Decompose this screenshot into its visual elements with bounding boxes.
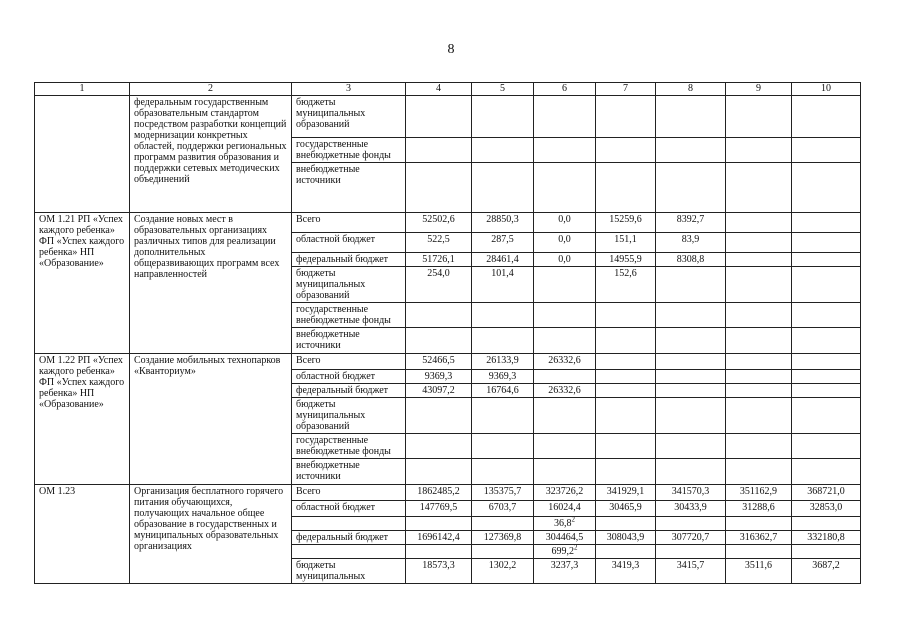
funding-source: бюджеты муниципальных <box>292 559 406 584</box>
value-cell <box>534 545 596 559</box>
value-text: 3415,7 <box>676 560 705 571</box>
value-text: 3419,3 <box>611 560 640 571</box>
value-cell <box>596 485 656 501</box>
value-cell <box>406 96 472 138</box>
value-cell <box>596 96 656 138</box>
value-cell <box>792 96 861 138</box>
value-text: 28461,4 <box>486 254 519 265</box>
value-cell <box>472 354 534 370</box>
value-cell <box>656 213 726 233</box>
value-text: 52502,6 <box>422 214 455 225</box>
value-text: 1862485,2 <box>417 486 460 497</box>
value-cell <box>656 545 726 559</box>
activity-description: Создание мобильных технопарков «Кванториум» <box>130 354 292 485</box>
value-text: 30465,9 <box>609 502 642 513</box>
value-text: 341570,3 <box>671 486 710 497</box>
value-text: 0,0 <box>558 214 571 225</box>
footnote-mark: 2 <box>571 516 575 524</box>
value-cell <box>792 163 861 213</box>
value-text: 1696142,4 <box>417 532 460 543</box>
value-text: 9369,3 <box>424 371 453 382</box>
funding-source: внебюджетные источники <box>292 459 406 485</box>
funding-source: государственные внебюджетные фонды <box>292 303 406 328</box>
value-cell <box>534 213 596 233</box>
activity-code <box>35 96 130 213</box>
column-number: 6 <box>534 83 596 96</box>
value-cell <box>726 384 792 398</box>
value-cell <box>792 213 861 233</box>
activity-code: ОМ 1.23 <box>35 485 130 584</box>
value-cell <box>656 384 726 398</box>
value-cell <box>596 559 656 584</box>
value-cell <box>656 370 726 384</box>
value-cell <box>534 517 596 531</box>
value-cell <box>656 531 726 545</box>
value-text: 15259,6 <box>609 214 642 225</box>
funding-source <box>292 545 406 559</box>
value-text: 522,5 <box>427 234 450 245</box>
table-row <box>35 96 861 138</box>
funding-table <box>34 82 861 584</box>
value-cell <box>656 267 726 303</box>
funding-source: федеральный бюджет <box>292 531 406 545</box>
value-text: 16024,4 <box>548 502 581 513</box>
value-text: 316362,7 <box>739 532 778 543</box>
value-text: 287,5 <box>491 234 514 245</box>
value-text: 32853,0 <box>809 502 843 513</box>
value-text: 254,0 <box>427 268 450 279</box>
value-cell <box>472 328 534 354</box>
value-cell <box>534 163 596 213</box>
value-cell <box>726 485 792 501</box>
value-cell <box>406 328 472 354</box>
value-cell <box>534 531 596 545</box>
value-cell <box>726 501 792 517</box>
value-text: 699,2 <box>551 546 574 557</box>
value-text: 43097,2 <box>422 385 455 396</box>
value-text: 6703,7 <box>488 502 517 513</box>
value-cell <box>726 370 792 384</box>
value-text: 101,4 <box>491 268 514 279</box>
table-body <box>35 96 861 584</box>
value-cell <box>596 384 656 398</box>
value-text: 368721,0 <box>807 486 845 497</box>
activity-code: ОМ 1.22 РП «Успех каждого ребенка» ФП «Успех каждого ребенка» НП «Образование» <box>35 354 130 485</box>
value-text: 36,8 <box>554 518 572 529</box>
funding-source <box>292 517 406 531</box>
value-cell <box>656 96 726 138</box>
funding-source: бюджеты муниципальных образований <box>292 96 406 138</box>
funding-source: государственные внебюджетные фонды <box>292 138 406 163</box>
value-cell <box>472 531 534 545</box>
value-cell <box>472 517 534 531</box>
value-text: 8308,8 <box>676 254 705 265</box>
column-number: 10 <box>792 83 861 96</box>
funding-source: Всего <box>292 485 406 501</box>
value-text: 26133,9 <box>486 355 519 366</box>
value-text: 304464,5 <box>545 532 584 543</box>
value-cell <box>656 434 726 459</box>
value-cell <box>596 459 656 485</box>
column-number-row <box>35 83 861 96</box>
funding-source: федеральный бюджет <box>292 384 406 398</box>
value-cell <box>726 398 792 434</box>
column-number: 8 <box>656 83 726 96</box>
value-cell <box>596 398 656 434</box>
value-cell <box>534 303 596 328</box>
value-cell <box>792 138 861 163</box>
value-cell <box>406 213 472 233</box>
value-cell <box>656 354 726 370</box>
value-cell <box>534 267 596 303</box>
value-cell <box>596 545 656 559</box>
value-cell <box>596 303 656 328</box>
value-cell <box>596 354 656 370</box>
value-cell <box>792 545 861 559</box>
value-text: 18573,3 <box>422 560 455 571</box>
value-text: 147769,5 <box>419 502 458 513</box>
value-cell <box>726 559 792 584</box>
table-row <box>35 485 861 501</box>
value-cell <box>792 501 861 517</box>
value-cell <box>406 384 472 398</box>
value-cell <box>792 267 861 303</box>
value-text: 26332,6 <box>548 385 581 396</box>
footnote-mark: 2 <box>574 544 578 552</box>
value-cell <box>472 545 534 559</box>
value-cell <box>472 434 534 459</box>
value-cell <box>406 354 472 370</box>
value-text: 151,1 <box>614 234 637 245</box>
value-cell <box>726 267 792 303</box>
value-cell <box>534 434 596 459</box>
value-cell <box>472 485 534 501</box>
value-cell <box>472 501 534 517</box>
table-row <box>35 213 861 233</box>
value-cell <box>656 398 726 434</box>
column-number: 3 <box>292 83 406 96</box>
value-cell <box>596 253 656 267</box>
funding-source: областной бюджет <box>292 370 406 384</box>
value-cell <box>472 138 534 163</box>
value-cell <box>406 267 472 303</box>
value-cell <box>792 485 861 501</box>
value-text: 341929,1 <box>606 486 645 497</box>
value-cell <box>534 138 596 163</box>
value-cell <box>726 545 792 559</box>
activity-description: федеральным государственным образовательным стандартом посредством разработки концепций модернизации конкретных областей, поддержки региональных программ развития образования и поддержки сетевых методических объединений <box>130 96 292 213</box>
funding-source: Всего <box>292 354 406 370</box>
value-cell <box>656 485 726 501</box>
activity-description: Организация бесплатного горячего питания обучающихся, получающих начальное общее образование в государственных и муниципальных образовательных организациях <box>130 485 292 584</box>
value-cell <box>596 501 656 517</box>
activity-description: Создание новых мест в образовательных организациях различных типов для реализации дополнительных общеразвивающих программ всех направленностей <box>130 213 292 354</box>
value-cell <box>472 213 534 233</box>
value-cell <box>726 233 792 253</box>
value-cell <box>472 459 534 485</box>
value-cell <box>596 267 656 303</box>
value-cell <box>656 253 726 267</box>
column-number: 5 <box>472 83 534 96</box>
value-cell <box>792 434 861 459</box>
value-cell <box>534 253 596 267</box>
value-text: 308043,9 <box>606 532 645 543</box>
value-cell <box>406 253 472 267</box>
value-cell <box>656 559 726 584</box>
value-cell <box>726 213 792 233</box>
funding-source: федеральный бюджет <box>292 253 406 267</box>
value-cell <box>406 434 472 459</box>
value-text: 3511,6 <box>744 560 773 571</box>
value-cell <box>792 384 861 398</box>
value-cell <box>726 531 792 545</box>
value-cell <box>726 354 792 370</box>
value-text: 31288,6 <box>742 502 775 513</box>
value-cell <box>726 459 792 485</box>
funding-source: внебюджетные источники <box>292 328 406 354</box>
value-cell <box>472 559 534 584</box>
page-number: 8 <box>447 42 455 57</box>
value-cell <box>656 303 726 328</box>
value-text: 8392,7 <box>676 214 705 225</box>
funding-source: областной бюджет <box>292 233 406 253</box>
column-number: 9 <box>726 83 792 96</box>
funding-source: бюджеты муниципальных образований <box>292 398 406 434</box>
value-cell <box>406 163 472 213</box>
value-cell <box>534 354 596 370</box>
value-cell <box>656 138 726 163</box>
value-text: 0,0 <box>558 234 571 245</box>
value-cell <box>472 163 534 213</box>
value-cell <box>534 398 596 434</box>
value-cell <box>472 370 534 384</box>
value-cell <box>596 233 656 253</box>
value-cell <box>406 303 472 328</box>
value-cell <box>656 233 726 253</box>
value-cell <box>726 138 792 163</box>
value-cell <box>534 370 596 384</box>
value-cell <box>534 233 596 253</box>
funding-source: Всего <box>292 213 406 233</box>
value-cell <box>792 559 861 584</box>
column-number: 7 <box>596 83 656 96</box>
value-cell <box>792 531 861 545</box>
value-cell <box>792 517 861 531</box>
value-cell <box>656 501 726 517</box>
value-cell <box>472 303 534 328</box>
value-cell <box>596 328 656 354</box>
value-cell <box>596 531 656 545</box>
value-cell <box>792 328 861 354</box>
value-text: 9369,3 <box>488 371 517 382</box>
value-cell <box>792 253 861 267</box>
value-cell <box>726 303 792 328</box>
value-cell <box>406 459 472 485</box>
value-cell <box>472 267 534 303</box>
value-cell <box>596 370 656 384</box>
value-text: 30433,9 <box>674 502 707 513</box>
value-cell <box>596 163 656 213</box>
value-text: 26332,6 <box>548 355 581 366</box>
value-cell <box>792 398 861 434</box>
value-cell <box>656 328 726 354</box>
value-cell <box>534 485 596 501</box>
value-cell <box>792 354 861 370</box>
value-text: 28850,3 <box>486 214 519 225</box>
value-cell <box>792 370 861 384</box>
value-cell <box>596 138 656 163</box>
table-row <box>35 354 861 370</box>
value-cell <box>406 233 472 253</box>
value-cell <box>472 398 534 434</box>
value-cell <box>472 253 534 267</box>
value-cell <box>534 328 596 354</box>
value-cell <box>406 501 472 517</box>
value-cell <box>534 384 596 398</box>
value-text: 52466,5 <box>422 355 455 366</box>
value-cell <box>726 434 792 459</box>
value-cell <box>534 459 596 485</box>
value-cell <box>406 485 472 501</box>
value-cell <box>534 559 596 584</box>
value-cell <box>406 545 472 559</box>
value-cell <box>656 517 726 531</box>
value-text: 152,6 <box>614 268 637 279</box>
value-cell <box>406 398 472 434</box>
value-text: 83,9 <box>681 234 700 245</box>
value-cell <box>596 517 656 531</box>
column-number: 1 <box>35 83 130 96</box>
value-cell <box>472 384 534 398</box>
value-cell <box>792 459 861 485</box>
value-cell <box>726 328 792 354</box>
funding-source: областной бюджет <box>292 501 406 517</box>
value-cell <box>534 501 596 517</box>
activity-code: ОМ 1.21 РП «Успех каждого ребенка» ФП «Успех каждого ребенка» НП «Образование» <box>35 213 130 354</box>
value-cell <box>406 370 472 384</box>
value-text: 307720,7 <box>671 532 710 543</box>
value-text: 351162,9 <box>739 486 778 497</box>
value-cell <box>726 96 792 138</box>
value-text: 323726,2 <box>545 486 584 497</box>
value-text: 14955,9 <box>609 254 642 265</box>
value-text: 16764,6 <box>486 385 519 396</box>
funding-source: государственные внебюджетные фонды <box>292 434 406 459</box>
value-cell <box>726 517 792 531</box>
value-cell <box>472 233 534 253</box>
value-text: 332180,8 <box>807 532 845 543</box>
value-text: 1302,2 <box>488 560 517 571</box>
value-cell <box>472 96 534 138</box>
value-text: 51726,1 <box>422 254 455 265</box>
value-cell <box>596 213 656 233</box>
value-cell <box>596 434 656 459</box>
value-text: 0,0 <box>558 254 571 265</box>
funding-source: внебюджетные источники <box>292 163 406 213</box>
value-text: 135375,7 <box>483 486 522 497</box>
value-cell <box>406 517 472 531</box>
value-cell <box>406 138 472 163</box>
column-number: 2 <box>130 83 292 96</box>
value-text: 127369,8 <box>483 532 522 543</box>
value-cell <box>726 253 792 267</box>
funding-source: бюджеты муниципальных образований <box>292 267 406 303</box>
value-cell <box>726 163 792 213</box>
value-cell <box>656 163 726 213</box>
value-cell <box>656 459 726 485</box>
value-text: 3687,2 <box>812 560 840 571</box>
value-cell <box>792 233 861 253</box>
value-cell <box>534 96 596 138</box>
value-cell <box>406 559 472 584</box>
value-cell <box>792 303 861 328</box>
column-number: 4 <box>406 83 472 96</box>
value-cell <box>406 531 472 545</box>
value-text: 3237,3 <box>550 560 579 571</box>
